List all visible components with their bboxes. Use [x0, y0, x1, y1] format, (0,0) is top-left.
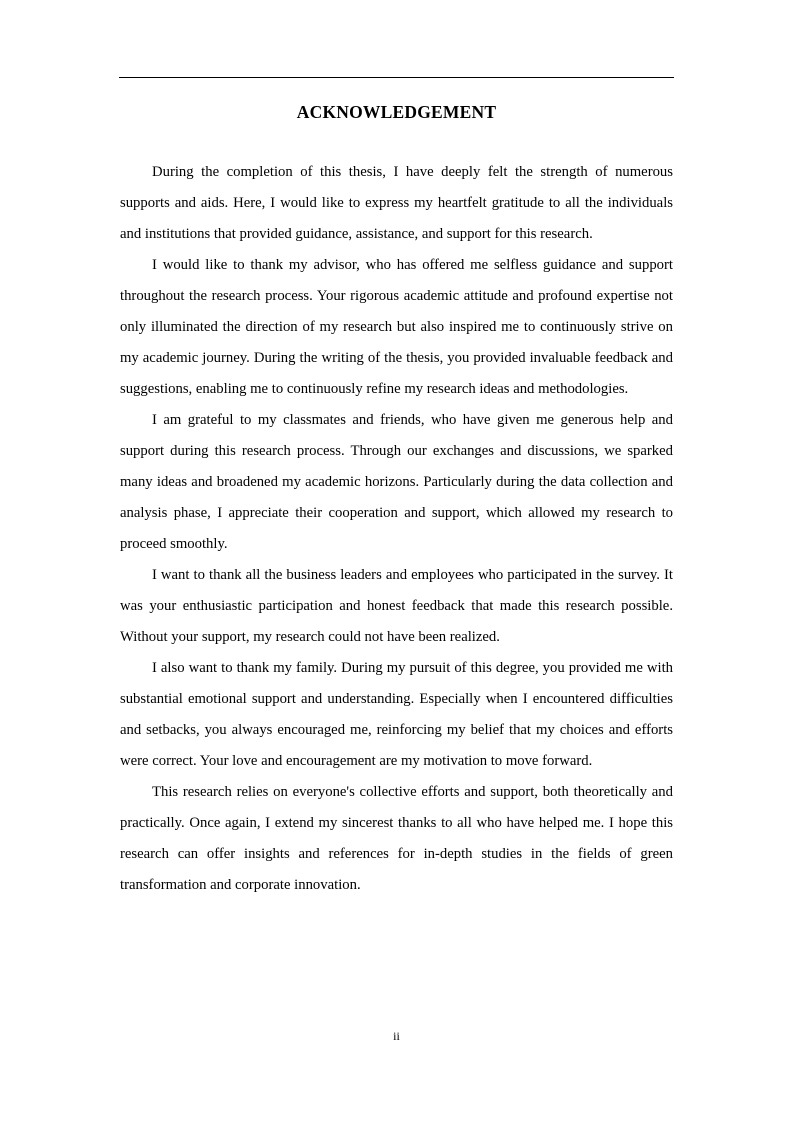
page-title: ACKNOWLEDGEMENT	[296, 102, 497, 122]
paragraph-4: I want to thank all the business leaders and employees who participated in the survey. It was your enthusiastic participation and honest feedback that made this research possible. Without your support, my research could not have been realized.	[120, 567, 673, 645]
paragraph-3: I am grateful to my classmates and friends, who have given me generous help and support during this research process. Through our exchanges and discussions, we sparked many ideas and broadened my academic horizons. Particularly during the data collection and analysis phase, I appreciate their cooperation and support, which allowed my research to proceed smoothly.	[120, 412, 673, 552]
paragraph-2: I would like to thank my advisor, who has offered me selfless guidance and support throughout the research process. Your rigorous academic attitude and profound expertise not only illuminated the direction of my research but also inspired me to continuously strive on my academic journey. During the writing of the thesis, you provided invaluable feedback and suggestions, enabling me to continuously refine my research ideas and methodologies.	[120, 257, 673, 397]
page-number: ii	[393, 1029, 400, 1043]
document-body	[120, 157, 673, 901]
paragraph-6: This research relies on everyone's collective efforts and support, both theoretically and practically. Once again, I extend my sincerest thanks to all who have helped me. I hope this research can offer insights and references for in-depth studies in the fields of green transformation and corporate innovation.	[120, 784, 673, 893]
paragraph-1: During the completion of this thesis, I have deeply felt the strength of numerous supports and aids. Here, I would like to express my heartfelt gratitude to all the individuals and institutions that provided guidance, assistance, and support for this research.	[120, 164, 673, 242]
header-rule-divider	[119, 77, 674, 78]
paragraph-5: I also want to thank my family. During my pursuit of this degree, you provided me with substantial emotional support and understanding. Especially when I encountered difficulties and setbacks, you always encouraged me, reinforcing my belief that my choices and efforts were correct. Your love and encouragement are my motivation to move forward.	[120, 660, 673, 769]
